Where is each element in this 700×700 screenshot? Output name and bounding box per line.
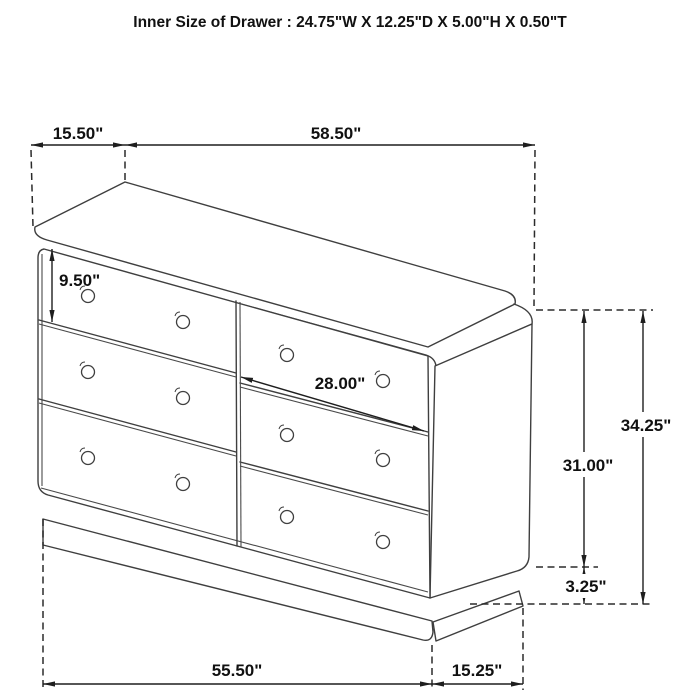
dresser-drawing: [35, 182, 532, 641]
dim-label-bottom-width: 55.50": [211, 661, 263, 680]
dim-label-top-depth: 15.50": [52, 124, 104, 143]
dim-label-top-drawer-height: 9.50": [59, 271, 101, 290]
dresser-side-panel: [430, 324, 532, 598]
dim-label-top-width: 58.50": [310, 124, 362, 143]
dim-label-drawer-front-width: 28.00": [314, 374, 366, 393]
dim-label-bottom-depth: 15.25": [451, 661, 503, 680]
dim-label-overall-height: 34.25": [620, 416, 672, 435]
diagram-title: Inner Size of Drawer : 24.75"W X 12.25"D X 5.00"H X 0.50"T: [133, 14, 567, 31]
dresser-base-side: [433, 591, 523, 641]
dim-label-base-height: 3.25": [565, 577, 607, 596]
dim-label-carcass-height: 31.00": [562, 456, 614, 475]
